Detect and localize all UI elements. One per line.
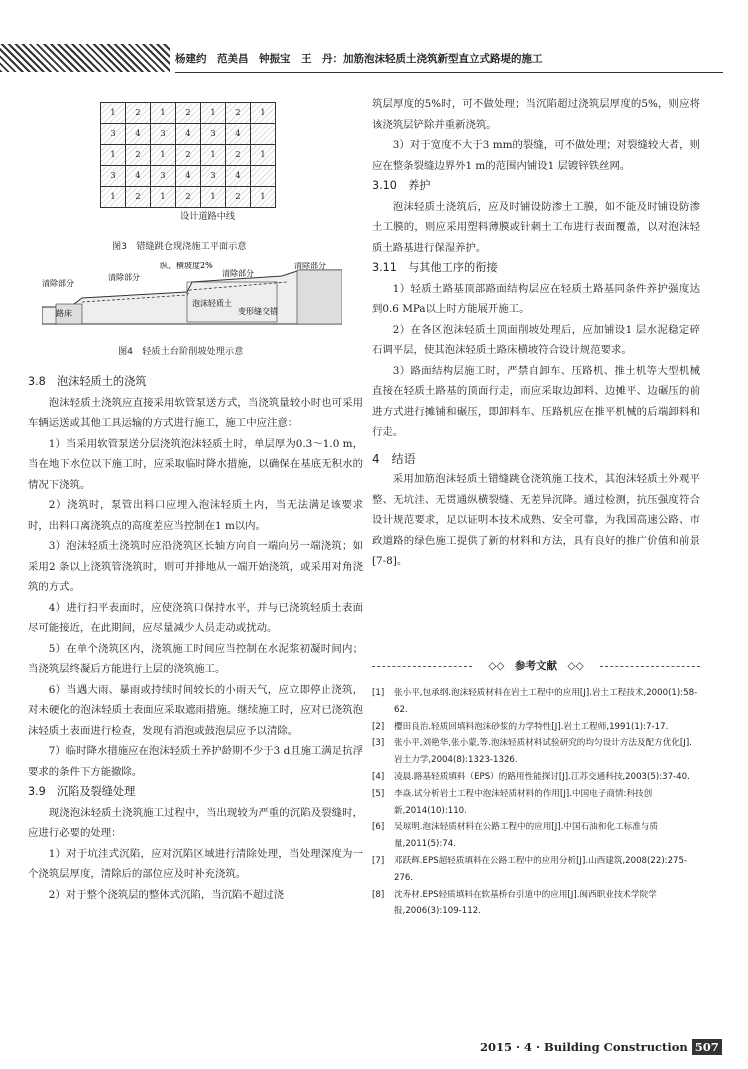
paragraph: 现浇泡沫轻质土浇筑施工过程中，当出现较为严重的沉陷及裂缝时，应进行必要的处理： — [28, 806, 363, 839]
grid-cell: 4 — [176, 124, 201, 145]
grid-cell: 1 — [201, 103, 226, 124]
figure3-centerline-label: 设计道路中线 — [180, 211, 236, 222]
paragraph: 3）泡沫轻质土浇筑时应沿浇筑区长轴方向自一端向另一端浇筑；如采用2 条以上浇筑管浇筑时，则可并排地从一端开始浇筑，或采用对角浇筑的方式。 — [28, 540, 363, 593]
page-number: 507 — [692, 1039, 722, 1055]
reference-text: 张小平,刘艳华,张小蒙,等.泡沫轻质材料试验研究的均匀设计方法及配方优化[J].岩土力学,2004(8):1323-1326. — [394, 738, 692, 766]
grid-cell: 2 — [176, 103, 201, 124]
reference-number: [5] — [372, 788, 385, 799]
section-heading: 3.10 养护 — [372, 179, 431, 192]
fig4-label-5: 泡沫轻质土 — [192, 299, 232, 308]
paragraph: 2）浇筑时，泵管出料口应埋入泡沫轻质土内，当无法满足该要求时，出料口离浇筑点的高度差应当控制在1 m以内。 — [28, 499, 363, 532]
figure4-caption: 图4 轻质土台阶削坡处理示意 — [118, 346, 244, 357]
right-column — [372, 94, 700, 572]
reference-number: [1] — [372, 688, 385, 698]
grid-cell: 4 — [176, 166, 201, 187]
grid-cell: 3 — [201, 166, 226, 187]
paragraph: 7）临时降水措施应在泡沫轻质土养护龄期不少于3 d且施工满足抗浮要求的条件下方能撤除。 — [28, 745, 363, 778]
reference-text: 李焱.试分析岩土工程中泡沫轻质材料的作用[J].中国电子商情:科技创新,2014(10):110. — [394, 788, 653, 816]
reference-item — [372, 786, 700, 820]
grid-cell: 4 — [226, 124, 251, 145]
reference-number: [4] — [372, 771, 385, 782]
reference-number: [6] — [372, 822, 385, 833]
grid-cell: 1 — [201, 145, 226, 166]
grid-cell: 4 — [126, 124, 151, 145]
fig4-label-4: 清除部分 — [294, 262, 326, 270]
paragraph: 3）对于宽度不大于3 mm的裂缝，可不做处理；对裂缝较大者，则应在整条裂缝边界外1 m的范围内铺设1 层镀锌铁丝网。 — [372, 139, 700, 172]
figure4-diagram — [42, 262, 342, 330]
left-column — [28, 372, 363, 905]
reference-text: 凌晨.路基轻质填料（EPS）的路用性能探讨[J].江苏交通科技,2003(5):37-40. — [394, 771, 690, 782]
figure3-grid — [100, 102, 276, 208]
reference-item — [372, 887, 700, 921]
paragraph: 1）当采用软管泵送分层浇筑泡沫轻质土时，单层厚为0.3～1.0 m，当在地下水位以下施工时，应采取临时降水措施，以确保在基底无积水的情况下浇筑。 — [28, 437, 363, 491]
grid-cell: 2 — [126, 145, 151, 166]
grid-cell: 1 — [251, 145, 276, 166]
paragraph: 1）轻质土路基顶部路面结构层应在轻质土路基同条件养护强度达到0.6 MPa以上时方能展开施工。 — [372, 282, 700, 315]
grid-cell: 2 — [126, 103, 151, 124]
grid-cell: 3 — [151, 166, 176, 187]
grid-cell: 3 — [101, 124, 126, 145]
fig4-label-3: 清除部分 — [222, 269, 254, 278]
grid-cell: 2 — [226, 103, 251, 124]
references-title: ◇◇ 参考文献 ◇◇ — [488, 660, 584, 672]
reference-item — [372, 853, 700, 887]
grid-cell: 3 — [101, 166, 126, 187]
fig4-label-6: 变形缝交错 — [238, 307, 278, 316]
references-list — [372, 685, 700, 920]
reference-number: [7] — [372, 855, 385, 866]
paragraph: 2）对于整个浇筑层的整体式沉陷，当沉陷不超过浇 — [48, 888, 284, 901]
reference-text: 樱田良治.轻质回填料泡沫砂浆的力学特性[J].岩土工程师,1991(1):7-17. — [394, 721, 669, 732]
fig4-label-1: 清除部分 — [108, 273, 140, 282]
grid-cell: 2 — [176, 145, 201, 166]
paragraph: 泡沫轻质土浇筑后，应及时铺设防渗土工膜，如不能及时铺设防渗土工膜的，则应采用塑料薄膜或针刺土工布进行表面覆盖，以对泡沫轻质土路基进行保湿养护。 — [372, 200, 700, 254]
fig4-label-2: 纵、横坡度2% — [160, 262, 213, 270]
figure3-caption: 图3 错缝跳仓现浇施工平面示意 — [112, 241, 247, 252]
page-footer — [480, 1040, 722, 1054]
reference-item — [372, 685, 700, 719]
grid-cell: 2 — [176, 187, 201, 208]
grid-cell: 3 — [201, 124, 226, 145]
paragraph: 6）当遇大雨、暴雨或持续时间较长的小雨天气，应立即停止浇筑，对未硬化的泡沫轻质土表面应采取遮雨措施。继续施工时，应对已浇筑泡沫轻质土表面进行检查，发现有消泡或鼓泡层应予以清除。 — [28, 683, 363, 737]
grid-cell — [251, 124, 276, 145]
reference-item — [372, 719, 700, 736]
section-heading: 3.8 泡沫轻质土的浇筑 — [28, 375, 147, 388]
grid-cell — [251, 166, 276, 187]
grid-cell: 1 — [151, 187, 176, 208]
paragraph: 筑层厚度的5%时，可不做处理；当沉陷超过浇筑层厚度的5%，则应将该浇筑层铲除并重新浇筑。 — [372, 98, 700, 131]
paragraph: 采用加筋泡沫轻质土错缝跳仓浇筑施工技术，其泡沫轻质土外观平整、无坑洼、无贯通纵横裂缝、无差异沉降。通过检测，抗压强度符合设计规范要求，足以证明本技术成熟、安全可靠，为我国高速公路、市政道路的绿色施工提供了新的材料和方法，具有良好的推广价值和前景[7-8]。 — [372, 473, 700, 567]
grid-cell: 3 — [151, 124, 176, 145]
reference-item — [372, 819, 700, 853]
paragraph: 4）进行扫平表面时，应使浇筑口保持水平，并与已浇筑轻质土表面尽可能接近，在此期间，应尽量减少人员走动或扰动。 — [28, 601, 363, 634]
paragraph: 泡沫轻质土浇筑应直接采用软管泵送方式，当浇筑量较小时也可采用车辆运送或其他工具运输的方式进行施工，施工中应注意： — [28, 396, 363, 429]
grid-cell: 2 — [226, 145, 251, 166]
reference-number: [2] — [372, 721, 385, 732]
reference-item — [372, 735, 700, 769]
paragraph: 1）对于坑洼式沉陷，应对沉陷区域进行清除处理，当处理深度为一个浇筑层厚度，清除后的部位应及时补充浇筑。 — [28, 847, 363, 880]
reference-item — [372, 769, 700, 786]
reference-text: 沈寿材.EPS轻质填料在软基桥台引道中的应用[J].闽西职业技术学院学报,2006(3):109-112. — [394, 889, 657, 917]
reference-number: [8] — [372, 889, 385, 900]
grid-cell: 1 — [201, 187, 226, 208]
reference-number: [3] — [372, 738, 385, 749]
grid-cell: 2 — [126, 187, 151, 208]
reference-text: 邓跃辉.EPS超轻质填料在公路工程中的应用分析[J].山西建筑,2008(22):275-276. — [394, 855, 688, 883]
footer-journal: 2015 · 4 · Building Construction — [480, 1040, 688, 1054]
header-hatch-band — [0, 44, 170, 72]
reference-text: 张小平,包承纲.泡沫轻质材料在岩土工程中的应用[J].岩土工程技术,2000(1):58-62. — [394, 688, 698, 715]
grid-cell: 1 — [101, 187, 126, 208]
grid-cell: 1 — [151, 145, 176, 166]
grid-cell: 1 — [101, 103, 126, 124]
section-heading: 4 结语 — [372, 451, 416, 466]
paragraph: 2）在各区泡沫轻质土顶面削坡处理后，应加铺设1 层水泥稳定碎石调平层，使其泡沫轻质土路床横坡符合设计规范要求。 — [372, 323, 700, 356]
grid-cell: 1 — [251, 187, 276, 208]
grid-cell: 4 — [126, 166, 151, 187]
paragraph: 5）在单个浇筑区内，浇筑施工时间应当控制在水泥浆初凝时间内；当浇筑层终凝后方能进行上层的浇筑施工。 — [28, 642, 363, 675]
grid-cell: 1 — [251, 103, 276, 124]
paragraph: 3）路面结构层施工时，严禁自卸车、压路机、推土机等大型机械直接在轻质土路基的顶面行走，而应采取边卸料、边摊平、边碾压的前进方式进行摊铺和碾压，即卸料车、压路机应在推平机械的后端卸料和行走。 — [372, 364, 700, 438]
section-heading: 3.9 沉陷及裂缝处理 — [28, 785, 136, 798]
fig4-label-0: 清除部分 — [42, 279, 74, 288]
reference-text: 吴琼明.泡沫轻质材料在公路工程中的应用[J].中国石油和化工标准与质量,2011(5):74. — [394, 822, 658, 850]
grid-cell: 1 — [151, 103, 176, 124]
fig4-label-7: 路床 — [56, 309, 72, 318]
grid-cell: 2 — [226, 187, 251, 208]
grid-cell: 1 — [101, 145, 126, 166]
section-heading: 3.11 与其他工序的衔接 — [372, 261, 498, 274]
grid-cell: 4 — [226, 166, 251, 187]
running-header: 杨建约 范美昌 钟振宝 王 丹：加筋泡沫轻质土浇筑新型直立式路堤的施工 — [175, 44, 723, 73]
